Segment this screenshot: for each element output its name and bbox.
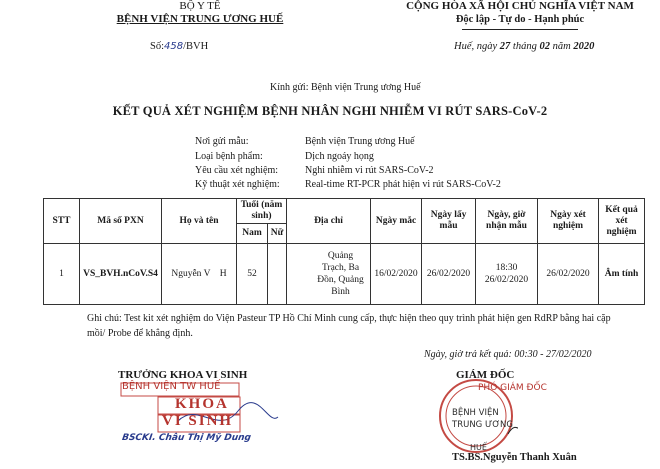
doc-no-prefix: Số: xyxy=(150,41,165,52)
header-stt: STT xyxy=(44,199,80,244)
header-received: Ngày, giờ nhận mẫu xyxy=(476,199,538,244)
header-onset-date: Ngày mắc xyxy=(371,199,422,244)
info-label-specimen: Loại bệnh phẩm: xyxy=(195,151,263,162)
director-name: TS.BS.Nguyễn Thanh Xuân xyxy=(452,452,577,463)
date-month: 02 xyxy=(539,41,550,52)
info-value-technique: Real-time RT-PCR phát hiện vi rút SARS-CoV-2 xyxy=(305,179,501,190)
cell-onset-date: 16/02/2020 xyxy=(371,244,422,305)
doc-no-handwritten: 458 xyxy=(164,41,184,52)
cell-lab-code: VS_BVH.nCoV.S4 xyxy=(80,244,162,305)
cell-received-date: 26/02/2020 xyxy=(484,275,529,285)
cell-age-female xyxy=(268,244,287,305)
cell-stt: 1 xyxy=(44,244,80,305)
motto-underline xyxy=(462,29,578,30)
table-row xyxy=(44,244,645,305)
result-return-time: Ngày, giờ trả kết quả: 00:30 - 27/02/2020 xyxy=(424,349,592,360)
place-date xyxy=(454,41,594,52)
seal-text-3: HUẾ xyxy=(470,443,487,452)
ministry-name: BỘ Y TẾ xyxy=(179,0,221,12)
stamp-department-name: VI SINH xyxy=(162,413,234,429)
info-value-request: Nghi nhiễm vi rút SARS-CoV-2 xyxy=(305,165,434,176)
stamp-hospital-text: BỆNH VIỆN TW HUẾ xyxy=(122,381,221,392)
department-head-name: BSCKI. Châu Thị Mỹ Dung xyxy=(121,433,252,443)
document-number xyxy=(150,41,208,52)
header-sample-date: Ngày lấy mẫu xyxy=(422,199,476,244)
date-year-label: năm xyxy=(552,41,571,52)
department-head-title: TRƯỞNG KHOA VI SINH xyxy=(118,369,248,381)
header-lab-code: Mã số PXN xyxy=(80,199,162,244)
stamp-department-text: KHOA xyxy=(175,396,229,412)
header-female: Nữ xyxy=(268,224,287,244)
doc-no-suffix: /BVH xyxy=(183,41,209,52)
cell-sample-date: 26/02/2020 xyxy=(422,244,476,305)
date-place: Huế xyxy=(454,41,472,52)
header-test-date: Ngày xét nghiệm xyxy=(538,199,599,244)
director-title: GIÁM ĐỐC xyxy=(456,369,515,381)
cell-full-name: Nguyễn V H xyxy=(162,244,237,305)
header-address: Địa chỉ xyxy=(287,199,371,244)
cell-address: Quảng Trạch, Ba Đồn, Quảng Bình xyxy=(287,244,371,305)
recipient-line: Kính gửi: Bệnh viện Trung ương Huế xyxy=(270,82,421,93)
header-male: Nam xyxy=(237,224,268,244)
date-day: 27 xyxy=(499,41,511,52)
cell-test-date: 26/02/2020 xyxy=(538,244,599,305)
note-line-1: Ghi chú: Test kit xét nghiệm do Viện Pasteur TP Hồ Chí Minh cung cấp, thực hiện theo quy trình phát hiện gen RdRP bằng hai cặp xyxy=(87,313,611,324)
country-name: CỘNG HÒA XÃ HỘI CHỦ NGHĨA VIỆT NAM xyxy=(406,0,634,12)
note-line-2: mồi/ Probe để khẳng định. xyxy=(87,328,193,339)
date-month-label: tháng xyxy=(512,41,537,52)
header-age: Tuổi (năm sinh) xyxy=(237,199,287,224)
seal-vice-director-text: PHÓ GIÁM ĐỐC xyxy=(478,383,547,393)
result-table xyxy=(43,198,645,305)
info-label-technique: Kỹ thuật xét nghiệm: xyxy=(195,179,280,190)
hospital-name: BỆNH VIỆN TRUNG ƯƠNG HUẾ xyxy=(116,13,284,25)
info-label-request: Yêu cầu xét nghiệm: xyxy=(195,165,279,176)
document-title: KẾT QUẢ XÉT NGHIỆM BỆNH NHÂN NGHI NHIỄM VI RÚT SARS-CoV-2 xyxy=(112,104,548,118)
info-value-specimen: Dịch ngoáy họng xyxy=(305,151,374,162)
header-full-name: Họ và tên xyxy=(162,199,237,244)
cell-received xyxy=(476,244,538,305)
seal-text-1: BỆNH VIỆN xyxy=(452,408,499,418)
cell-age-male: 52 xyxy=(237,244,268,305)
cell-received-time: 18:30 xyxy=(495,263,518,273)
header-result: Kết quả xét nghiệm xyxy=(599,199,645,244)
info-value-sender: Bệnh viện Trung ương Huế xyxy=(305,136,415,147)
seal-text-2: TRUNG ƯƠNG xyxy=(452,420,513,430)
date-year: 2020 xyxy=(573,41,595,52)
national-motto: Độc lập - Tự do - Hạnh phúc xyxy=(455,14,585,25)
cell-result: Âm tính xyxy=(599,244,645,305)
info-label-sender: Nơi gửi mẫu: xyxy=(195,136,249,147)
date-text: , ngày xyxy=(471,41,498,52)
